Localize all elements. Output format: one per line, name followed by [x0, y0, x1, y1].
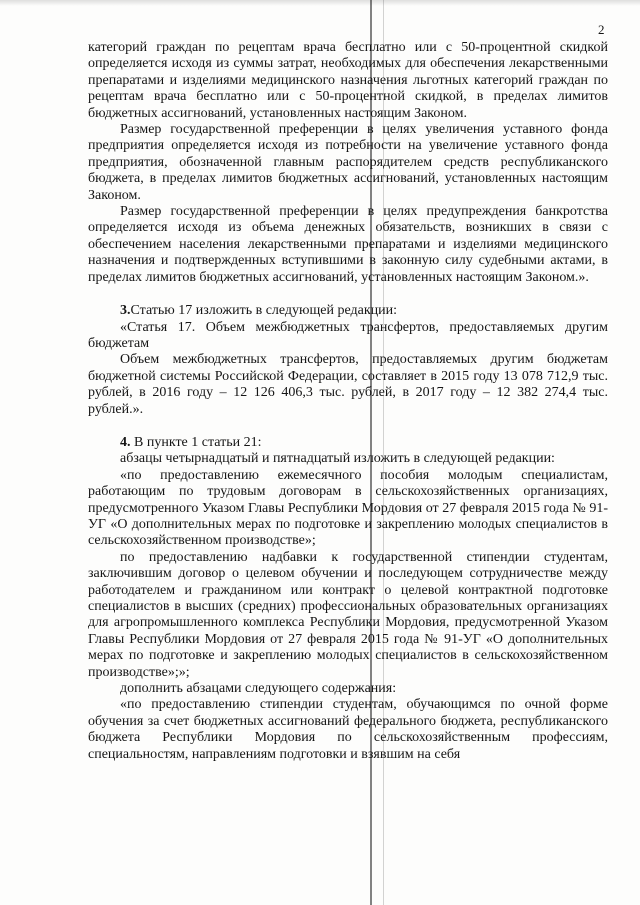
article-17-title: «Статья 17. Объем межбюджетных трансфертов, предоставляемых другим бюджетам — [88, 319, 608, 351]
document-body — [88, 40, 608, 763]
paragraph-stipend-students: «по предоставлению стипендии студентам, обучающимся по очной форме обучения за счет бюджетных ассигнований федерального бюджета, республиканского бюджета Республики Мордовия по сельскохозяйственным профессиям, специальностям, направлениям подготовки и взявшим на себя — [88, 697, 608, 762]
paragraph-allowance: «по предоставлению ежемесячного пособия молодым специалистам, работающим по трудовым договорам в сельскохозяйственных организациях, предусмотренного Указом Главы Республики Мордовия от 27 февраля 2015 года № 91-УГ «О дополнительных мерах по подготовке и закреплению молодых специалистов в сельскохозяйственном производстве»; — [88, 467, 608, 549]
paragraph-continuation: категорий граждан по рецептам врача бесплатно или с 50-процентной скидкой определяется исходя из суммы затрат, необходимых для обеспечения лекарственными препаратами и изделиями медицинского назначения льготных категорий граждан по рецептам врача бесплатно или с 50-процентной скидкой, в пределах лимитов бюджетных ассигнований, установленных настоящим Законом. — [88, 40, 608, 121]
item-4-text: В пункте 1 статьи 21: — [134, 434, 262, 450]
spacer — [88, 286, 608, 303]
spacer — [88, 418, 608, 435]
paragraph-preference-bankruptcy: Размер государственной преференции в целях предупреждения банкротства определяется исходя из объема денежных обязательств, возникших в связи с обеспечением населения лекарственными препаратами и изделиями медицинского назначения и подтвержденных вступившими в законную силу судебными актами, в пределах лимитов бюджетных ассигнований, установленных настоящим Законом.». — [88, 204, 608, 285]
paragraph-stipend-bonus: по предоставлению надбавки к государственной стипендии студентам, заключившим договор о целевом обучении и последующем сотрудничестве между работодателем и гражданином или контракт о целевой контрактной подготовке специалистов в высших (средних) профессиональных образовательных организациях для агропромышленного комплекса Республики Мордовия, предусмотренной Указом Главы Республики Мордовия от 27 февраля 2015 года № 91-УГ «О дополнительных мерах по подготовке и закреплению молодых специалистов в сельскохозяйственном производстве»;»; — [88, 549, 608, 680]
page-number: 2 — [598, 22, 605, 37]
scan-edge-shadow — [0, 0, 640, 6]
paragraph-amend-intro: абзацы четырнадцатый и пятнадцатый изложить в следующей редакции: — [120, 451, 555, 467]
item-4-number: 4. — [120, 434, 131, 450]
item-3-text: Статью 17 изложить в следующей редакции: — [130, 303, 398, 319]
paragraph-supplement-intro: дополнить абзацами следующего содержания: — [120, 681, 397, 697]
item-3-heading — [88, 303, 608, 319]
item-3-number: 3. — [120, 303, 131, 319]
item-4-heading — [88, 435, 608, 451]
article-17-text: Объем межбюджетных трансфертов, предоставляемых другим бюджетам бюджетной системы Российской Федерации, составляет в 2015 году 13 078 712,9 тыс. рублей, в 2016 году – 12 126 406,3 тыс. рублей, в 2017 году – 12 382 274,4 тыс. рублей.». — [88, 352, 608, 417]
paragraph-preference-fund: Размер государственной преференции в целях увеличения уставного фонда предприятия определяется исходя из потребности на увеличение уставного фонда предприятия, обозначенной главным распорядителем средств республиканского бюджета, в пределах лимитов бюджетных ассигнований, установленных настоящим Законом. — [88, 122, 608, 203]
